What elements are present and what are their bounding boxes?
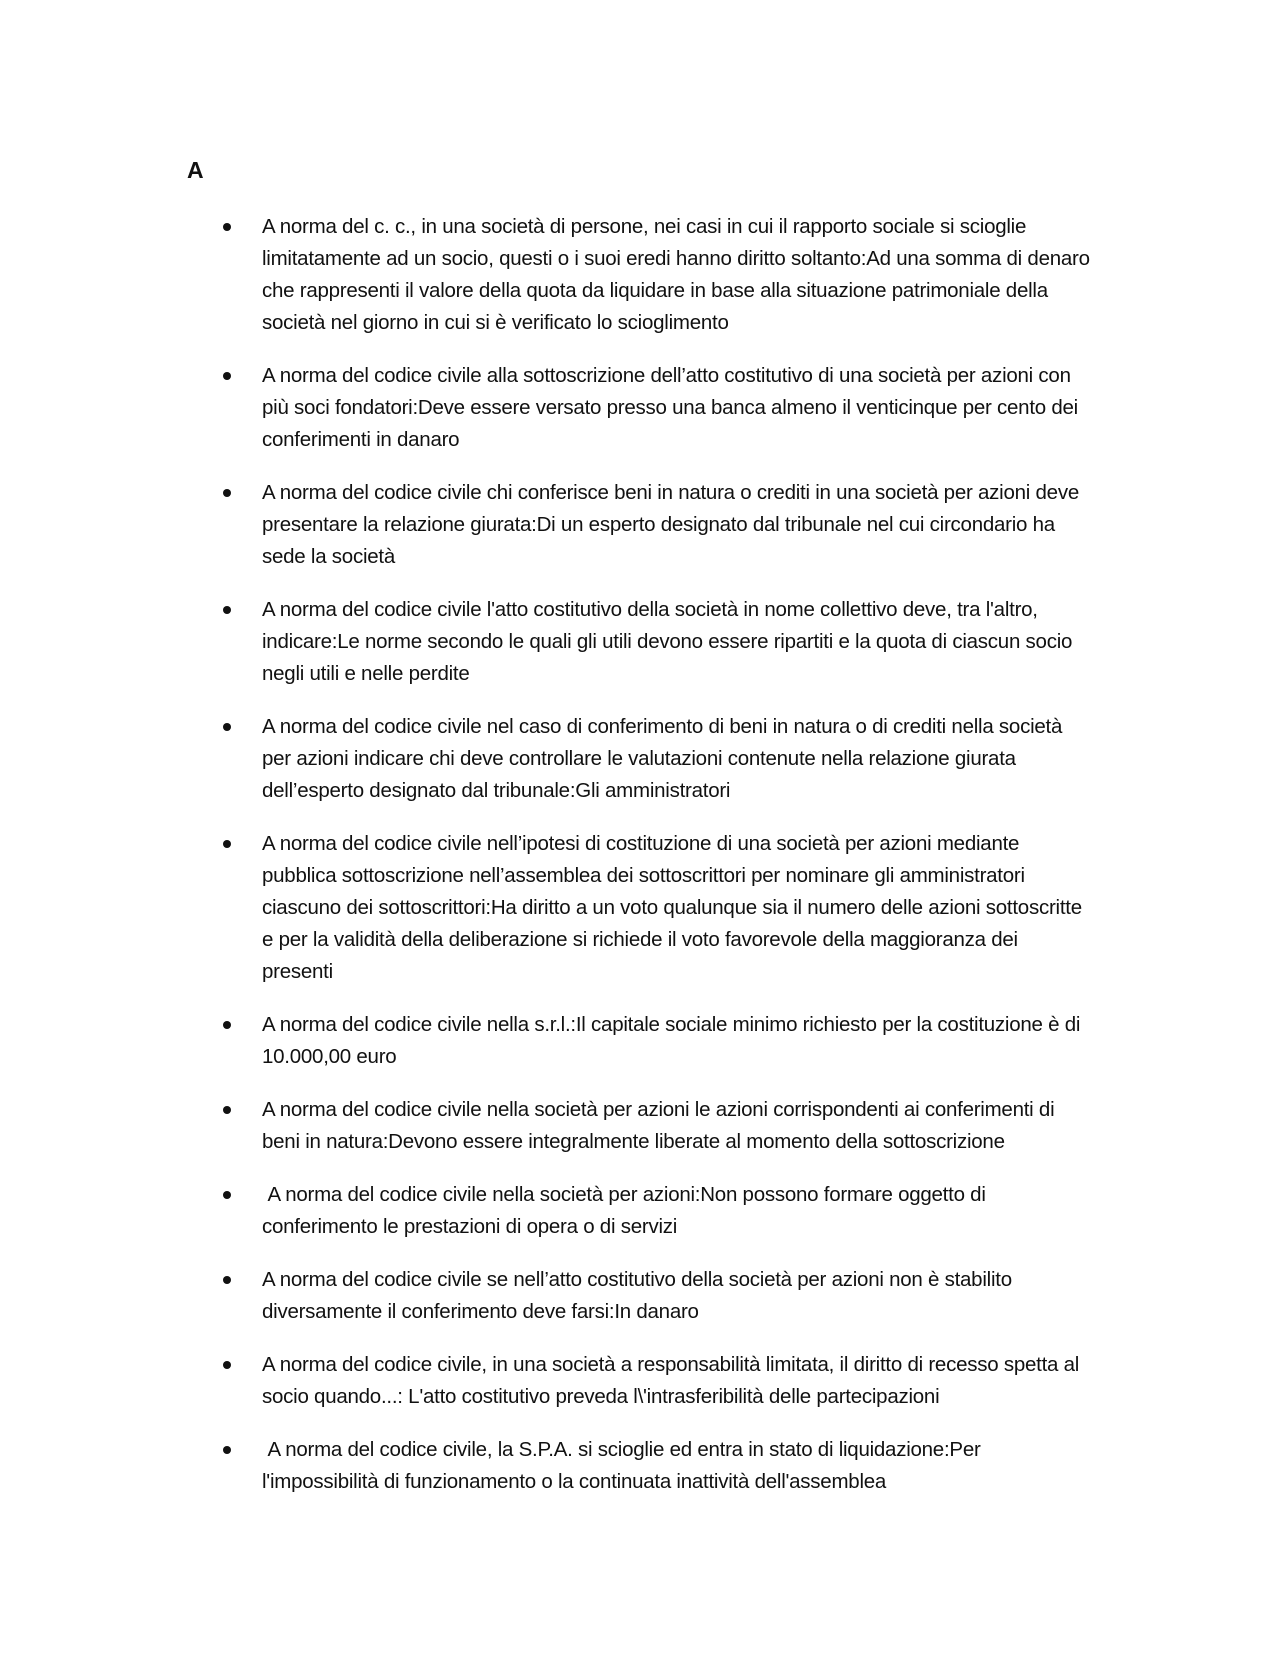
bullet-icon bbox=[223, 489, 231, 497]
list-item bbox=[220, 1349, 1090, 1413]
list-item-text: A norma del codice civile nella s.r.l.:Il capitale sociale minimo richiesto per la costituzione è di 10.000,00 euro bbox=[262, 1013, 1086, 1068]
bullet-icon bbox=[223, 840, 231, 848]
bullet-icon bbox=[223, 1446, 231, 1454]
list-item-text: A norma del c. c., in una società di persone, nei casi in cui il rapporto sociale si scioglie limitatamente ad un socio, questi o i suoi eredi hanno diritto soltanto:Ad una somma di denaro che rappresenti il valore della quota da liquidare in base alla situazione patrimoniale della società nel giorno in cui si è verificato lo scioglimento bbox=[262, 215, 1096, 334]
list-item bbox=[220, 828, 1090, 988]
question-list bbox=[220, 211, 1096, 1519]
list-item bbox=[220, 360, 1090, 456]
list-item bbox=[220, 1264, 1090, 1328]
bullet-icon bbox=[223, 1021, 231, 1029]
list-item bbox=[220, 1179, 1090, 1243]
bullet-icon bbox=[223, 606, 231, 614]
bullet-icon bbox=[223, 1276, 231, 1284]
list-item-text: A norma del codice civile l'atto costitutivo della società in nome collettivo deve, tra l'altro, indicare:Le norme secondo le quali gli utili devono essere ripartiti e la quota di ciascun socio negli utili e nelle perdite bbox=[262, 598, 1078, 685]
list-item-text: A norma del codice civile, la S.P.A. si scioglie ed entra in stato di liquidazione:Per l'impossibilità di funzionamento o la continuata inattività dell'assemblea bbox=[262, 1438, 987, 1493]
list-item bbox=[220, 211, 1096, 339]
section-heading: A bbox=[187, 157, 204, 183]
list-item-text: A norma del codice civile se nell’atto costitutivo della società per azioni non è stabilito diversamente il conferimento deve farsi:In danaro bbox=[262, 1268, 1018, 1323]
list-item bbox=[220, 1434, 1090, 1498]
list-item bbox=[220, 594, 1090, 690]
list-item bbox=[220, 711, 1090, 807]
list-item bbox=[220, 1094, 1090, 1158]
bullet-icon bbox=[223, 1361, 231, 1369]
list-item-text: A norma del codice civile chi conferisce beni in natura o crediti in una società per azioni deve presentare la relazione giurata:Di un esperto designato dal tribunale nel cui circondario ha sede la società bbox=[262, 481, 1085, 568]
list-item bbox=[220, 477, 1090, 573]
list-item-text: A norma del codice civile alla sottoscrizione dell’atto costitutivo di una società per azioni con più soci fondatori:Deve essere versato presso una banca almeno il venticinque per cento dei conferimenti in danaro bbox=[262, 364, 1084, 451]
list-item-text: A norma del codice civile nel caso di conferimento di beni in natura o di crediti nella società per azioni indicare chi deve controllare le valutazioni contenute nella relazione giurata dell’esperto designato dal tribunale:Gli amministratori bbox=[262, 715, 1068, 802]
bullet-icon bbox=[223, 723, 231, 731]
list-item-text: A norma del codice civile nella società per azioni le azioni corrispondenti ai conferimenti di beni in natura:Devono essere integralmente liberate al momento della sottoscrizione bbox=[262, 1098, 1060, 1153]
list-item-text: A norma del codice civile, in una società a responsabilità limitata, il diritto di recesso spetta al socio quando...: L'atto costitutivo preveda l\'intrasferibilità delle partecipazioni bbox=[262, 1353, 1085, 1408]
list-item-text: A norma del codice civile nella società per azioni:Non possono formare oggetto di conferimento le prestazioni di opera o di servizi bbox=[262, 1183, 992, 1238]
bullet-icon bbox=[223, 1106, 231, 1114]
list-item bbox=[220, 1009, 1090, 1073]
bullet-icon bbox=[223, 1191, 231, 1199]
bullet-icon bbox=[223, 223, 231, 231]
list-item-text: A norma del codice civile nell’ipotesi di costituzione di una società per azioni mediante pubblica sottoscrizione nell’assemblea dei sottoscrittori per nominare gli amministratori ciascuno dei sottoscrittori:Ha diritto a un voto qualunque sia il numero delle azioni sottoscritte e per la validità della deliberazione si richiede il voto favorevole della maggioranza dei presenti bbox=[262, 832, 1088, 983]
bullet-icon bbox=[223, 372, 231, 380]
